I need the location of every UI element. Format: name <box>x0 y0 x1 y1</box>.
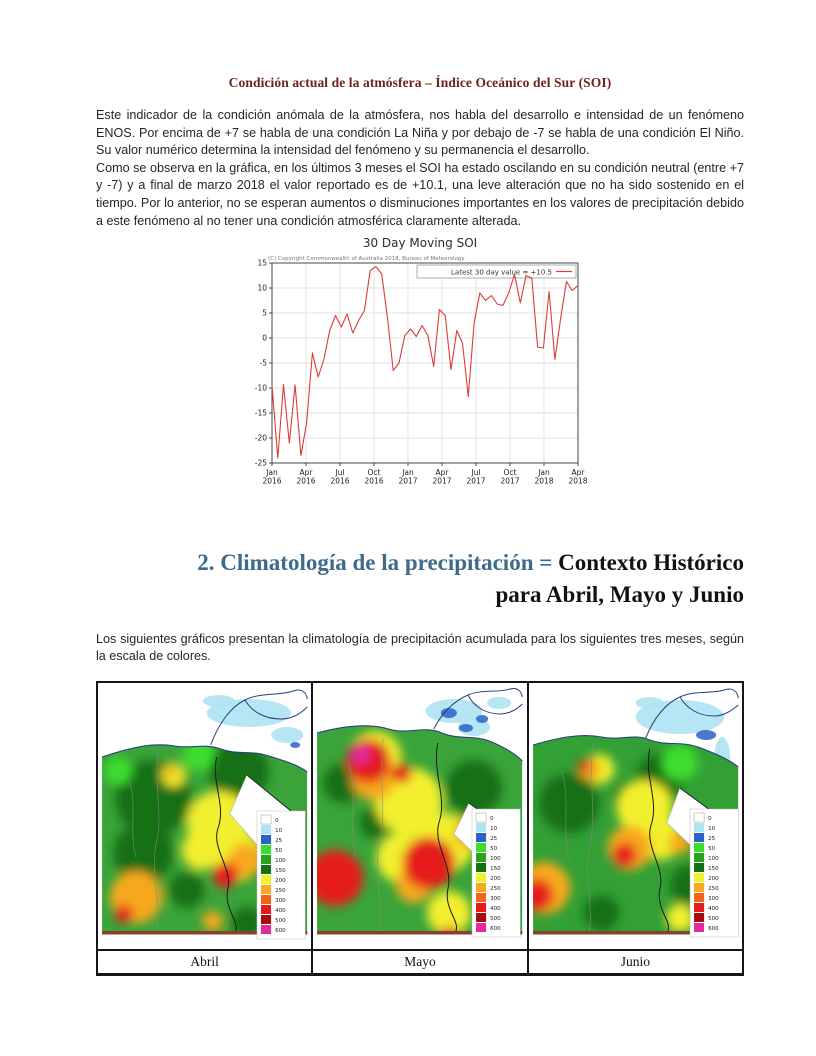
legend-value-label: 250 <box>490 885 501 892</box>
legend-swatch <box>261 855 271 864</box>
legend-swatch <box>476 903 486 912</box>
legend-swatch <box>476 923 486 932</box>
legend-swatch <box>476 893 486 902</box>
caption-junio: Junio <box>528 950 743 975</box>
legend-value-label: 100 <box>490 855 501 862</box>
legend-swatch <box>476 843 486 852</box>
legend-swatch <box>476 913 486 922</box>
legend-value-label: 400 <box>490 905 501 912</box>
maps-row <box>97 682 743 950</box>
sea-shallow-patch <box>635 697 663 709</box>
legend-swatch <box>261 835 271 844</box>
x-tick-label: Oct 2017 <box>500 468 520 486</box>
legend-value-label: 200 <box>707 875 719 882</box>
section-title: Condición actual de la atmósfera – Índice Oceánico del Sur (SOI) <box>228 75 612 90</box>
legend-swatch <box>476 883 486 892</box>
page-content <box>96 0 744 976</box>
legend-swatch <box>476 833 486 842</box>
legend-value-label: 500 <box>275 917 286 924</box>
legend-swatch <box>694 903 704 912</box>
climatology-maps-table <box>96 681 744 976</box>
sea-deep-patch <box>696 730 716 740</box>
y-tick-label: 15 <box>257 258 267 268</box>
legend-swatch <box>261 825 271 834</box>
precip-blob <box>115 905 133 923</box>
soi-chart-title: 30 Day Moving SOI <box>362 236 478 251</box>
precip-blob <box>104 757 132 785</box>
legend-swatch <box>261 875 271 884</box>
sea-deep-patch <box>476 715 488 723</box>
legend-swatch <box>694 883 704 892</box>
legend-value-label: 25 <box>707 835 715 842</box>
soi-series-line <box>272 267 578 459</box>
legend-value-label: 150 <box>707 865 719 872</box>
y-tick-label: -5 <box>259 358 267 368</box>
soi-line-chart <box>252 251 588 497</box>
precip-blob <box>612 843 636 867</box>
legend-value-label: 200 <box>275 877 286 884</box>
precip-blob <box>392 763 412 783</box>
legend-swatch <box>261 845 271 854</box>
legend-value-label: 400 <box>707 905 719 912</box>
legend-swatch <box>694 813 704 822</box>
legend-value-label: 10 <box>490 825 498 832</box>
soi-chart-figure <box>252 236 588 497</box>
legend-value-label: 500 <box>707 915 719 922</box>
legend-swatch <box>261 895 271 904</box>
legend-value-label: 0 <box>707 815 712 822</box>
legend-swatch <box>476 813 486 822</box>
legend-swatch <box>694 833 704 842</box>
legend-value-label: 0 <box>490 815 494 822</box>
precip-blob <box>203 911 223 931</box>
legend-value-label: 250 <box>275 887 286 894</box>
legend-value-label: 50 <box>490 845 498 852</box>
sea-deep-patch <box>441 708 457 718</box>
precipitation-map-abril <box>98 683 311 949</box>
legend-swatch <box>261 925 271 934</box>
legend-swatch <box>694 893 704 902</box>
legend-value-label: 10 <box>275 827 283 834</box>
legend-swatch <box>694 873 704 882</box>
legend-swatch <box>476 823 486 832</box>
legend-value-label: 500 <box>490 915 501 922</box>
precip-blob <box>347 739 391 783</box>
sea-deep-patch <box>459 724 473 732</box>
precipitation-map-junio <box>529 683 742 949</box>
y-tick-label: -15 <box>254 408 267 418</box>
x-tick-label: Jul 2017 <box>466 468 486 486</box>
legend-value-label: 250 <box>707 885 719 892</box>
legend-value-label: 0 <box>275 817 279 824</box>
y-tick-label: -20 <box>254 433 267 443</box>
precip-blob <box>539 773 599 833</box>
caption-mayo: Mayo <box>312 950 527 975</box>
x-tick-label: Apr 2018 <box>568 468 588 486</box>
x-tick-label: Oct 2016 <box>364 468 384 486</box>
legend-swatch <box>694 853 704 862</box>
precip-blob <box>661 745 697 781</box>
precipitation-map-mayo <box>313 683 526 949</box>
legend-swatch <box>476 873 486 882</box>
precip-blob <box>213 862 239 888</box>
legend-swatch <box>694 843 704 852</box>
chart-gridlines <box>272 263 578 463</box>
x-tick-label: Apr 2017 <box>432 468 452 486</box>
map-cell-abril <box>97 682 312 950</box>
legend-swatch <box>261 865 271 874</box>
legend-value-label: 600 <box>490 925 501 932</box>
precip-blob <box>165 766 177 778</box>
precip-blob <box>578 760 590 772</box>
legend-value-label: 300 <box>275 897 286 904</box>
captions-row <box>97 950 743 975</box>
sea-shallow-patch <box>271 727 303 743</box>
y-tick-label: 10 <box>257 283 267 293</box>
legend-value-label: 400 <box>275 907 286 914</box>
precip-blob <box>182 830 222 870</box>
legend-value-label: 150 <box>275 867 286 874</box>
legend-swatch <box>261 905 271 914</box>
y-tick-label: -10 <box>254 383 267 393</box>
soi-data-line <box>272 267 578 459</box>
paragraph-soi-definition: Este indicador de la condición anómala de la atmósfera, nos habla del desarrollo e intensidad de un fenómeno ENOS. Por encima de +7 se habla de una condición La Niña y por debajo de -7 se habla de una condición El Niño. Su valor numérico determina la intensidad del fenómeno y su permanencia el desarrollo. <box>96 108 744 158</box>
legend-value-label: 25 <box>490 835 498 842</box>
sea-deep-patch <box>290 742 300 748</box>
paragraph-maps-intro: Los siguientes gráficos presentan la climatología de precipitación acumulada para los siguientes tres meses, según la escala de colores. <box>96 631 744 664</box>
heading-line-1 <box>96 547 744 579</box>
legend-value-label: 100 <box>707 855 719 862</box>
heading-equals: = <box>533 550 559 576</box>
heading-climatologia <box>96 547 744 610</box>
legend-swatch <box>476 853 486 862</box>
chart-legend-label: Latest 30 day value = +10.5 <box>451 268 552 277</box>
precip-blob <box>583 895 619 931</box>
legend-value-label: 300 <box>707 895 719 902</box>
x-tick-label: Apr 2016 <box>296 468 316 486</box>
legend-swatch <box>694 863 704 872</box>
precip-blob <box>403 837 455 889</box>
legend-swatch <box>694 823 704 832</box>
precip-blob <box>168 872 204 908</box>
legend-swatch <box>261 885 271 894</box>
map-cell-mayo <box>312 682 527 950</box>
legend-value-label: 25 <box>275 837 283 844</box>
x-tick-label: Jan 2016 <box>262 468 282 486</box>
y-tick-label: 0 <box>262 333 267 343</box>
legend-value-label: 10 <box>707 825 715 832</box>
paragraph-soi-analysis: Como se observa en la gráfica, en los últimos 3 meses el SOI ha estado oscilando en su condición neutral (entre +7 y -7) y a final de marzo 2018 el valor reportado es de +10.1, una leve alteración que no ha sido sostenido en el tiempo. Por lo anterior, no se esperan aumentos o disminuciones importantes en los valores de precipitación debido a este fenómeno al no tener una condición atmosférica claramente alterada. <box>96 160 744 228</box>
map-cell-junio <box>528 682 743 950</box>
chart-axis-ticks <box>255 259 588 486</box>
heading-blue-part: 2. Climatología de la precipitación <box>197 550 534 576</box>
legend-value-label: 100 <box>275 857 286 864</box>
x-tick-label: Jan 2017 <box>398 468 418 486</box>
heading-line-2: para Abril, Mayo y Junio <box>495 581 744 607</box>
legend-swatch <box>261 915 271 924</box>
legend-value-label: 600 <box>707 925 719 932</box>
map-color-legend <box>690 809 738 937</box>
legend-value-label: 50 <box>275 847 283 854</box>
x-tick-label: Jan 2018 <box>534 468 554 486</box>
y-tick-label: 5 <box>262 308 267 318</box>
legend-swatch <box>476 863 486 872</box>
map-color-legend <box>257 811 305 939</box>
legend-value-label: 200 <box>490 875 501 882</box>
legend-value-label: 50 <box>707 845 715 852</box>
map-color-legend <box>472 809 520 937</box>
chart-copyright: (C) Copyright Commonwealth of Australia 2018, Bureau of Meteorology <box>268 256 465 263</box>
precip-blob <box>353 746 371 764</box>
legend-swatch <box>694 923 704 932</box>
y-tick-label: -25 <box>254 458 267 468</box>
legend-value-label: 600 <box>275 927 286 934</box>
legend-swatch <box>694 913 704 922</box>
sea-shallow-patch <box>203 695 235 707</box>
sea-shallow-patch <box>487 697 511 709</box>
heading-black-part-1: Contexto Histórico <box>558 550 744 576</box>
legend-swatch <box>261 815 271 824</box>
x-tick-label: Jul 2016 <box>330 468 350 486</box>
caption-abril: Abril <box>97 950 312 975</box>
legend-value-label: 150 <box>490 865 501 872</box>
legend-value-label: 300 <box>490 895 501 902</box>
